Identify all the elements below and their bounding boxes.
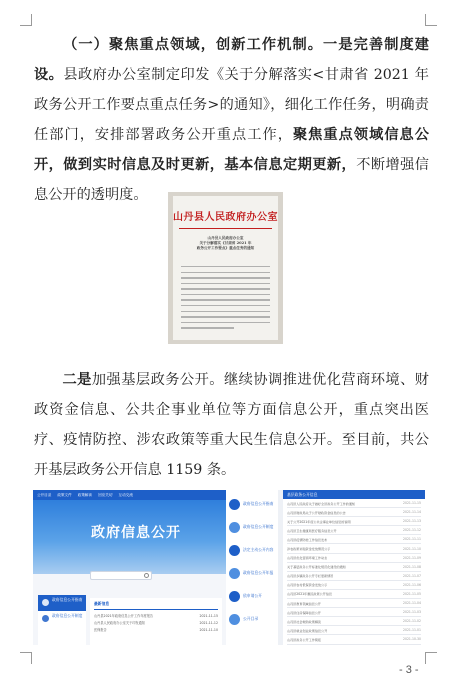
table-row: 关于基层政务公开标准化规范化建设的通知 2021-11-08 (287, 563, 421, 572)
category-item: 依申请公开 (229, 586, 275, 607)
paragraph-1-tail: 不断增强信息公开的透明度。 (34, 157, 429, 203)
table-row: 关于公开2021年度公共企事业单位信息的说明 2021-11-13 (287, 517, 421, 526)
category-item: 政府信息公开制度 (229, 517, 275, 538)
table-row: 山丹县政务公开工作简报 2021-10-30 (287, 635, 421, 644)
site-latest-list: 最新信息 山丹县2021年政府信息公开工作年度报告 2021-11-15 山丹县人民政府办公室关于印发通知 2021-11-12 医保报告 2021-11-10 (90, 598, 222, 645)
crop-mark-bottom-left (20, 652, 32, 664)
list-item: 山丹县2021年政府信息公开工作年度报告 2021-11-15 (94, 613, 218, 618)
list-item: 医保报告 2021-11-10 (94, 627, 218, 632)
photo-body-text (181, 266, 270, 333)
guide-icon (229, 499, 240, 510)
table-row: 涉农政策补贴资金发放情况公示 2021-11-10 (287, 544, 421, 553)
paragraph-2-lead: 二是 (62, 372, 92, 388)
site-nav-bar: 公开目录 政策文件 政策解读 回应关切 互动交流 (33, 490, 226, 500)
guide-icon (42, 599, 49, 606)
table-row: 山丹县农村低保资金发放公示 2021-11-06 (287, 581, 421, 590)
paragraph-1-highlight: 聚焦重点领域信息公开，做到实时信息及时更新，基本信息定期更新， (34, 127, 429, 173)
catalog-icon (229, 614, 240, 625)
photo-title: 山丹县人民政府办公室 关于分解落实《甘肃省 2021 年 政务公开工作要点》重点任务的通知 (196, 236, 255, 250)
table-row: 山丹县卫生健康局医疗服务信息公开 2021-11-12 (287, 526, 421, 535)
table-row: 山丹县乡镇政务公开专栏更新情况 2021-11-07 (287, 572, 421, 581)
category-item: 公开目录 (229, 609, 275, 630)
paragraph-2-body: 加强基层政务公开。继续协调推进优化营商环境、财政资金信息、公共企事业单位等方面信息公开，重点突出医疗、疫情防控、涉农政策等重大民生信息公开。至目前，共公开基层政务公开信息 1159 条。 (34, 372, 429, 478)
request-icon (229, 591, 240, 602)
table-row: 山丹县教育领域信息公开 2021-11-04 (287, 599, 421, 608)
list-item: 山丹县人民政府办公室关于印发通知 2021-11-12 (94, 620, 218, 625)
page-number: - 3 - (399, 664, 419, 676)
document-icon (229, 545, 240, 556)
site-info-list: 基层政务公开信息 山丹县人民政府关于做好全县政务公开工作的通知 2021-11-15 山丹县财政局关于公开财政资金信息的公告 2021-11-14 关于公开2021年度公共企事业单位信息的说明 2021-11-13 山丹县卫生健康局医疗服务信息公开 2021-11-12 山丹县疫情防控工作信息发布 2021-11-11 涉农政策补贴资金发放情况公示 2021-11-10 山丹县优化营商环境工作动态 2021-11-09 关于基层政务公开标准化规范化建设的通知 2021-11-08 山丹县乡镇政务公开专栏更新情况 2021-11-07 山丹县农村低保资金发放公示 2021-11-06 山丹县2021年惠民政策公开信息 2021-11-05 山丹县教育领域信息公开 2021-11-04 山丹县住房保障信息公开 2021-11-03 山丹县社会救助政策解读 2021-11-02 山丹县就业创业政策信息公开 2021-11-01 山丹县政务公开工作简报 2021-10-30 (283, 490, 425, 645)
rules-icon (229, 522, 240, 533)
table-row: 山丹县疫情防控工作信息发布 2021-11-11 (287, 535, 421, 544)
table-row: 山丹县住房保障信息公开 2021-11-03 (287, 608, 421, 617)
category-item: 政府信息公开指南 (229, 494, 275, 515)
crop-mark-top-left (20, 14, 32, 26)
table-row: 山丹县就业创业政策信息公开 2021-11-01 (287, 626, 421, 635)
notice-document-photo (168, 192, 283, 344)
site-category-menu (226, 490, 278, 645)
table-row: 山丹县优化营商环境工作动态 2021-11-09 (287, 554, 421, 563)
table-row: 山丹县社会救助政策解读 2021-11-02 (287, 617, 421, 626)
website-screenshot (33, 490, 425, 645)
rules-icon (42, 615, 49, 622)
photo-header: 山丹县人民政府办公室 (173, 212, 278, 223)
paragraph-2 (34, 365, 429, 485)
site-sidebar-item: 政府信息公开制度 (38, 611, 86, 627)
site-sidebar (38, 595, 86, 645)
crop-mark-bottom-right (425, 652, 437, 664)
site-search-input (90, 571, 152, 580)
site-banner-title: 政府信息公开 (91, 525, 181, 541)
table-row: 山丹县财政局关于公开财政资金信息的公告 2021-11-14 (287, 508, 421, 517)
paragraph-1-body: 县政府办公室制定印发《关于分解落实<甘肃省 2021 年政务公开工作要点重点任务>的通知》，细化工作任务，明确责任部门，安排部署政务公开重点工作， (34, 67, 429, 143)
site-sidebar-item: 政府信息公开指南 (38, 595, 86, 611)
category-item: 法定主动公开内容 (229, 540, 275, 561)
category-item: 政府信息公开年报 (229, 563, 275, 584)
table-row: 山丹县人民政府关于做好全县政务公开工作的通知 2021-11-15 (287, 499, 421, 508)
table-row: 山丹县2021年惠民政策公开信息 2021-11-05 (287, 590, 421, 599)
paragraph-1-lead: 一是完善制度建设。 (34, 37, 429, 83)
report-icon (229, 568, 240, 579)
site-banner (33, 500, 226, 574)
section-heading: （一）聚焦重点领域，创新工作机制。 (62, 37, 324, 53)
crop-mark-top-right (425, 14, 437, 26)
search-icon (144, 573, 149, 578)
paragraph-1 (34, 30, 429, 210)
